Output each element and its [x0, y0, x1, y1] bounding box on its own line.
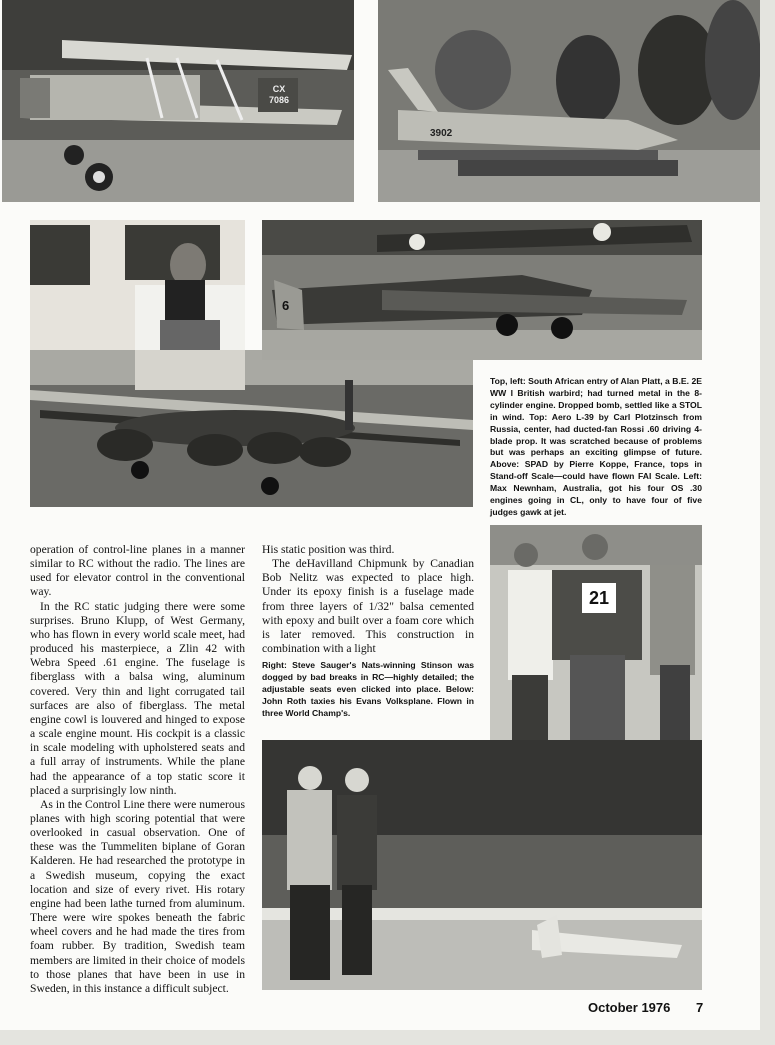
caption-stinson-volksplane: Right: Steve Sauger's Nats-winning Stinson was dogged by bad breaks in RC—highly detailed; the adjustable seats even clicked into place. Below: John Roth taxies his Evans Volksplane. Flown in three World Champ's.: [262, 660, 474, 718]
page-edge-right: [760, 0, 775, 1045]
photo-runway-volksplane: [262, 740, 702, 990]
jet-number-marking: 3902: [430, 128, 453, 139]
col2-para-1: His static position was third.: [262, 543, 395, 556]
col1-para-2: In the RC static judging there were some surprises. Bruno Klupp, of West Germany, who has flown in every world scale meet, had produced his masterpiece, a Zlin 42 with Webra Speed .61 engine. The fuselage is fiberglass with a balsa wing, aluminum covered. Very thin and light corrugated tail surfaces are also of fiberglass. The metal engine cowl is louvered and hinged to expose a scale engine mount. His cockpit is a classic in scale modeling with upholstered seats and a full array of instruments. While the plane had the appearance of a top static score it placed a surprisingly low ninth.: [30, 599, 245, 797]
col1-para-3: As in the Control Line there were numerous planes with high scoring potential that were overlooked in casual observation. One of these was the Tummeliten biplane of Goran Kalderen. He had researched the prototype in a Swedish museum, copying the exact location and size of every rivet. His rotary engine had been lathe turned from aluminum. There were wire spokes beneath the fabric wheel covers and he had made the tires from foam rubber. By tradition, Swedish team members are limited in their choice of models to those planes that have been in use in Sweden, in this instance a difficult subject.: [30, 797, 245, 995]
photo-four-engine-bomber: [30, 350, 473, 507]
biplane-code-marking: CX 7086: [268, 84, 290, 105]
photo-aero-l39-jet: [378, 0, 760, 202]
footer-issue-date: October 1976: [588, 1000, 671, 1015]
photo-max-newnham-portrait: [30, 220, 245, 350]
article-column-1: [30, 543, 245, 996]
page-edge-bottom: [0, 1030, 775, 1045]
col1-para-1: operation of control-line planes in a manner similar to RC without the radio. The lines are used for elevator control in the conventional way.: [30, 543, 245, 599]
photo-be2e-biplane: [2, 0, 354, 202]
article-column-2: [262, 543, 474, 656]
footer-page-number: 7: [696, 1000, 704, 1015]
photo-spad-biplane: [262, 220, 702, 360]
spad-number-marking: 6: [282, 298, 290, 313]
bib-number-21: 21: [582, 583, 616, 613]
photo-officials-line: [490, 525, 702, 740]
caption-top-photos: Top, left: South African entry of Alan Platt, a B.E. 2E WW I British warbird; had turned metal in the 8-cylinder engine. Dropped bomb, settled like a STOL in wind. Top: Aero L-39 by Carl Plotzinsch from Russia, center, had ducted-fan Rossi .60 driving 4-blade prop. It was scratched because of problems but was perhaps an exciting glimpse of future. Above: SPAD by Pierre Koppe, France, tops in Stand-off Scale—could have flown FAI Scale. Left: Max Newnham, Australia, got his four OS .30 engines going in CL, only to have four of five judges gawk at jet.: [490, 376, 702, 517]
col2-para-2: The deHavilland Chipmunk by Canadian Bob Nelitz was expected to place high. Under its epoxy finish is a fuselage made from three layers of 1/32" balsa cemented with epoxy and built over a foam core which is later removed. This construction in combination with a light: [262, 557, 474, 656]
